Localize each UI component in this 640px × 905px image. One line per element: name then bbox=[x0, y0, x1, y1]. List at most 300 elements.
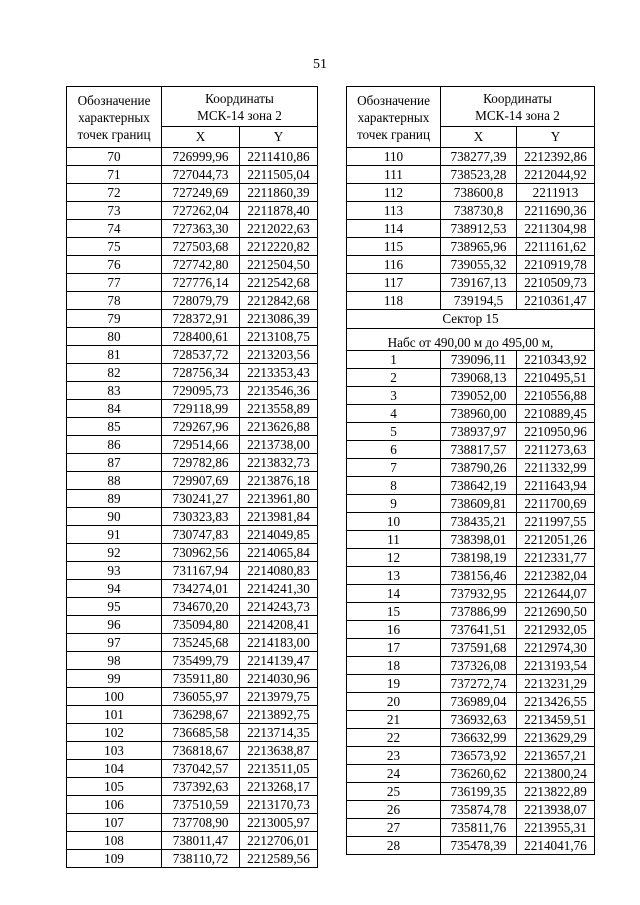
x-coordinate-cell: 735478,39 bbox=[441, 837, 517, 855]
y-coordinate-cell: 2212644,07 bbox=[517, 585, 595, 603]
y-coordinate-cell: 2213979,75 bbox=[240, 688, 318, 706]
x-coordinate-cell: 727044,73 bbox=[162, 166, 240, 184]
table-row bbox=[347, 405, 595, 423]
table-row bbox=[347, 369, 595, 387]
table-row bbox=[67, 616, 318, 634]
sector-note: Набс от 490,00 м до 495,00 м, bbox=[347, 329, 595, 351]
point-number-cell: 82 bbox=[67, 364, 162, 382]
x-coordinate-cell: 738960,00 bbox=[441, 405, 517, 423]
table-row bbox=[67, 634, 318, 652]
x-coordinate-cell: 737510,59 bbox=[162, 796, 240, 814]
x-coordinate-cell: 730323,83 bbox=[162, 508, 240, 526]
table-row bbox=[347, 292, 595, 310]
table-row bbox=[67, 436, 318, 454]
point-number-cell: 87 bbox=[67, 454, 162, 472]
designation-header bbox=[67, 87, 162, 148]
point-number-cell: 105 bbox=[67, 778, 162, 796]
table-row bbox=[67, 148, 318, 166]
y-coordinate-cell: 2212690,50 bbox=[517, 603, 595, 621]
y-coordinate-cell: 2212504,50 bbox=[240, 256, 318, 274]
table-row bbox=[67, 346, 318, 364]
x-coordinate-cell: 736260,62 bbox=[441, 765, 517, 783]
y-coordinate-cell: 2211304,98 bbox=[517, 220, 595, 238]
table-row bbox=[347, 351, 595, 369]
table-row bbox=[67, 418, 318, 436]
point-number-cell: 117 bbox=[347, 274, 441, 292]
x-coordinate-cell: 735499,79 bbox=[162, 652, 240, 670]
point-number-cell: 113 bbox=[347, 202, 441, 220]
point-number-cell: 97 bbox=[67, 634, 162, 652]
y-coordinate-cell: 2213738,00 bbox=[240, 436, 318, 454]
x-coordinate-cell: 729907,69 bbox=[162, 472, 240, 490]
sector-section bbox=[347, 310, 595, 351]
point-number-cell: 93 bbox=[67, 562, 162, 580]
x-coordinate-cell: 737932,95 bbox=[441, 585, 517, 603]
table-row bbox=[347, 783, 595, 801]
y-coordinate-cell: 2211161,62 bbox=[517, 238, 595, 256]
x-coordinate-cell: 739068,13 bbox=[441, 369, 517, 387]
table-row bbox=[347, 387, 595, 405]
x-coordinate-cell: 736573,92 bbox=[441, 747, 517, 765]
y-coordinate-cell: 2213108,75 bbox=[240, 328, 318, 346]
x-coordinate-cell: 729267,96 bbox=[162, 418, 240, 436]
x-coordinate-cell: 738730,8 bbox=[441, 202, 517, 220]
designation-line: Обозначение bbox=[357, 92, 430, 108]
point-number-cell: 88 bbox=[67, 472, 162, 490]
x-coordinate-cell: 736199,35 bbox=[441, 783, 517, 801]
y-coordinate-cell: 2213558,89 bbox=[240, 400, 318, 418]
sector-title: Сектор 15 bbox=[347, 310, 595, 329]
y-coordinate-cell: 2210495,51 bbox=[517, 369, 595, 387]
designation-header bbox=[347, 87, 441, 148]
point-number-cell: 90 bbox=[67, 508, 162, 526]
point-number-cell: 21 bbox=[347, 711, 441, 729]
x-coordinate-cell: 738011,47 bbox=[162, 832, 240, 850]
point-number-cell: 109 bbox=[67, 850, 162, 868]
table-row bbox=[67, 328, 318, 346]
table-row bbox=[67, 166, 318, 184]
x-coordinate-cell: 728079,79 bbox=[162, 292, 240, 310]
x-coordinate-cell: 735911,80 bbox=[162, 670, 240, 688]
y-coordinate-cell: 2214183,00 bbox=[240, 634, 318, 652]
x-coordinate-cell: 736818,67 bbox=[162, 742, 240, 760]
x-coordinate-cell: 739052,00 bbox=[441, 387, 517, 405]
point-number-cell: 23 bbox=[347, 747, 441, 765]
coordinates-line: МСК-14 зона 2 bbox=[197, 107, 282, 123]
point-number-cell: 111 bbox=[347, 166, 441, 184]
point-number-cell: 14 bbox=[347, 585, 441, 603]
point-number-cell: 76 bbox=[67, 256, 162, 274]
y-coordinate-cell: 2213626,88 bbox=[240, 418, 318, 436]
x-coordinate-cell: 736685,58 bbox=[162, 724, 240, 742]
x-header: X bbox=[162, 127, 240, 148]
table-row bbox=[67, 724, 318, 742]
x-coordinate-cell: 734670,20 bbox=[162, 598, 240, 616]
table-row bbox=[67, 454, 318, 472]
x-coordinate-cell: 736632,99 bbox=[441, 729, 517, 747]
table-row bbox=[347, 531, 595, 549]
y-coordinate-cell: 2212589,56 bbox=[240, 850, 318, 868]
x-header: X bbox=[441, 127, 517, 148]
x-coordinate-cell: 735094,80 bbox=[162, 616, 240, 634]
point-number-cell: 103 bbox=[67, 742, 162, 760]
point-number-cell: 106 bbox=[67, 796, 162, 814]
y-coordinate-cell: 2212044,92 bbox=[517, 166, 595, 184]
designation-line: характерных bbox=[357, 109, 430, 125]
y-coordinate-cell: 2213170,73 bbox=[240, 796, 318, 814]
coordinates-header bbox=[162, 87, 318, 127]
x-coordinate-cell: 730241,27 bbox=[162, 490, 240, 508]
x-coordinate-cell: 738937,97 bbox=[441, 423, 517, 441]
y-coordinate-cell: 2214030,96 bbox=[240, 670, 318, 688]
y-coordinate-cell: 2211700,69 bbox=[517, 495, 595, 513]
table-row bbox=[347, 202, 595, 220]
y-coordinate-cell: 2213353,43 bbox=[240, 364, 318, 382]
table-row bbox=[347, 585, 595, 603]
y-coordinate-cell: 2211913 bbox=[517, 184, 595, 202]
point-number-cell: 77 bbox=[67, 274, 162, 292]
y-coordinate-cell: 2213193,54 bbox=[517, 657, 595, 675]
y-coordinate-cell: 2213938,07 bbox=[517, 801, 595, 819]
point-number-cell: 28 bbox=[347, 837, 441, 855]
y-coordinate-cell: 2211273,63 bbox=[517, 441, 595, 459]
point-number-cell: 81 bbox=[67, 346, 162, 364]
x-coordinate-cell: 739055,32 bbox=[441, 256, 517, 274]
y-coordinate-cell: 2213629,29 bbox=[517, 729, 595, 747]
coordinates-line: МСК-14 зона 2 bbox=[475, 107, 560, 123]
x-coordinate-cell: 729118,99 bbox=[162, 400, 240, 418]
y-coordinate-cell: 2214139,47 bbox=[240, 652, 318, 670]
table-row bbox=[347, 657, 595, 675]
point-number-cell: 80 bbox=[67, 328, 162, 346]
y-coordinate-cell: 2212382,04 bbox=[517, 567, 595, 585]
x-coordinate-cell: 727776,14 bbox=[162, 274, 240, 292]
y-coordinate-cell: 2214049,85 bbox=[240, 526, 318, 544]
table-row bbox=[67, 544, 318, 562]
y-coordinate-cell: 2212706,01 bbox=[240, 832, 318, 850]
point-number-cell: 70 bbox=[67, 148, 162, 166]
y-coordinate-cell: 2210889,45 bbox=[517, 405, 595, 423]
table-row bbox=[347, 711, 595, 729]
table-row bbox=[347, 765, 595, 783]
x-coordinate-cell: 738398,01 bbox=[441, 531, 517, 549]
x-coordinate-cell: 728756,34 bbox=[162, 364, 240, 382]
table-row bbox=[347, 639, 595, 657]
y-coordinate-cell: 2212220,82 bbox=[240, 238, 318, 256]
point-number-cell: 118 bbox=[347, 292, 441, 310]
point-number-cell: 25 bbox=[347, 783, 441, 801]
point-number-cell: 75 bbox=[67, 238, 162, 256]
y-coordinate-cell: 2210950,96 bbox=[517, 423, 595, 441]
point-number-cell: 86 bbox=[67, 436, 162, 454]
table-row bbox=[67, 292, 318, 310]
y-coordinate-cell: 2214065,84 bbox=[240, 544, 318, 562]
x-coordinate-cell: 738435,21 bbox=[441, 513, 517, 531]
point-number-cell: 99 bbox=[67, 670, 162, 688]
table-row bbox=[67, 508, 318, 526]
table-row bbox=[67, 778, 318, 796]
y-coordinate-cell: 2210919,78 bbox=[517, 256, 595, 274]
y-coordinate-cell: 2213005,97 bbox=[240, 814, 318, 832]
point-number-cell: 85 bbox=[67, 418, 162, 436]
table-row bbox=[67, 850, 318, 868]
table-row bbox=[347, 166, 595, 184]
point-number-cell: 4 bbox=[347, 405, 441, 423]
x-coordinate-cell: 738110,72 bbox=[162, 850, 240, 868]
y-coordinate-cell: 2213511,05 bbox=[240, 760, 318, 778]
x-coordinate-cell: 739167,13 bbox=[441, 274, 517, 292]
y-coordinate-cell: 2213714,35 bbox=[240, 724, 318, 742]
x-coordinate-cell: 735811,76 bbox=[441, 819, 517, 837]
y-coordinate-cell: 2210343,92 bbox=[517, 351, 595, 369]
y-coordinate-cell: 2212022,63 bbox=[240, 220, 318, 238]
table-row bbox=[67, 364, 318, 382]
y-coordinate-cell: 2213981,84 bbox=[240, 508, 318, 526]
point-number-cell: 78 bbox=[67, 292, 162, 310]
y-coordinate-cell: 2213955,31 bbox=[517, 819, 595, 837]
point-number-cell: 13 bbox=[347, 567, 441, 585]
table-row bbox=[347, 837, 595, 855]
table-row bbox=[347, 621, 595, 639]
point-number-cell: 102 bbox=[67, 724, 162, 742]
y-coordinate-cell: 2211860,39 bbox=[240, 184, 318, 202]
x-coordinate-cell: 736298,67 bbox=[162, 706, 240, 724]
table-row bbox=[67, 580, 318, 598]
table-row bbox=[67, 400, 318, 418]
table-row bbox=[347, 423, 595, 441]
table-row bbox=[67, 652, 318, 670]
point-number-cell: 79 bbox=[67, 310, 162, 328]
y-coordinate-cell: 2213832,73 bbox=[240, 454, 318, 472]
point-number-cell: 27 bbox=[347, 819, 441, 837]
point-number-cell: 15 bbox=[347, 603, 441, 621]
table-row bbox=[347, 148, 595, 166]
x-coordinate-cell: 728537,72 bbox=[162, 346, 240, 364]
x-coordinate-cell: 727363,30 bbox=[162, 220, 240, 238]
point-number-cell: 1 bbox=[347, 351, 441, 369]
y-coordinate-cell: 2214080,83 bbox=[240, 562, 318, 580]
point-number-cell: 95 bbox=[67, 598, 162, 616]
table-body bbox=[347, 351, 595, 855]
point-number-cell: 107 bbox=[67, 814, 162, 832]
x-coordinate-cell: 728400,61 bbox=[162, 328, 240, 346]
y-coordinate-cell: 2212974,30 bbox=[517, 639, 595, 657]
y-coordinate-cell: 2212392,86 bbox=[517, 148, 595, 166]
point-number-cell: 20 bbox=[347, 693, 441, 711]
table-row bbox=[347, 256, 595, 274]
y-coordinate-cell: 2213657,21 bbox=[517, 747, 595, 765]
designation-line: характерных bbox=[78, 109, 150, 125]
point-number-cell: 71 bbox=[67, 166, 162, 184]
point-number-cell: 91 bbox=[67, 526, 162, 544]
table-row bbox=[67, 598, 318, 616]
table-row bbox=[347, 238, 595, 256]
point-number-cell: 116 bbox=[347, 256, 441, 274]
y-coordinate-cell: 2212051,26 bbox=[517, 531, 595, 549]
designation-line: точек границ bbox=[77, 126, 151, 142]
point-number-cell: 2 bbox=[347, 369, 441, 387]
y-coordinate-cell: 2213546,36 bbox=[240, 382, 318, 400]
point-number-cell: 98 bbox=[67, 652, 162, 670]
table-row bbox=[347, 459, 595, 477]
x-coordinate-cell: 738642,19 bbox=[441, 477, 517, 495]
y-coordinate-cell: 2212542,68 bbox=[240, 274, 318, 292]
y-coordinate-cell: 2213203,56 bbox=[240, 346, 318, 364]
x-coordinate-cell: 737326,08 bbox=[441, 657, 517, 675]
x-coordinate-cell: 739096,11 bbox=[441, 351, 517, 369]
x-coordinate-cell: 736055,97 bbox=[162, 688, 240, 706]
table-body bbox=[67, 148, 318, 868]
table-row bbox=[67, 238, 318, 256]
y-coordinate-cell: 2211643,94 bbox=[517, 477, 595, 495]
table-row bbox=[347, 567, 595, 585]
point-number-cell: 12 bbox=[347, 549, 441, 567]
point-number-cell: 73 bbox=[67, 202, 162, 220]
x-coordinate-cell: 738965,96 bbox=[441, 238, 517, 256]
point-number-cell: 96 bbox=[67, 616, 162, 634]
x-coordinate-cell: 729514,66 bbox=[162, 436, 240, 454]
point-number-cell: 84 bbox=[67, 400, 162, 418]
y-coordinate-cell: 2214243,73 bbox=[240, 598, 318, 616]
table-row bbox=[67, 796, 318, 814]
table-row bbox=[67, 706, 318, 724]
point-number-cell: 101 bbox=[67, 706, 162, 724]
point-number-cell: 100 bbox=[67, 688, 162, 706]
point-number-cell: 115 bbox=[347, 238, 441, 256]
table-row bbox=[67, 310, 318, 328]
table-row bbox=[67, 184, 318, 202]
table-row bbox=[67, 760, 318, 778]
table-row bbox=[67, 688, 318, 706]
y-coordinate-cell: 2213086,39 bbox=[240, 310, 318, 328]
table-row bbox=[67, 562, 318, 580]
table-row bbox=[347, 184, 595, 202]
table-row bbox=[67, 670, 318, 688]
table-body bbox=[347, 148, 595, 310]
table-row bbox=[347, 819, 595, 837]
coordinates-table-left bbox=[66, 86, 318, 868]
table-row bbox=[67, 832, 318, 850]
x-coordinate-cell: 737708,90 bbox=[162, 814, 240, 832]
y-coordinate-cell: 2212331,77 bbox=[517, 549, 595, 567]
y-coordinate-cell: 2212842,68 bbox=[240, 292, 318, 310]
y-coordinate-cell: 2213426,55 bbox=[517, 693, 595, 711]
y-coordinate-cell: 2211505,04 bbox=[240, 166, 318, 184]
table-row bbox=[67, 202, 318, 220]
x-coordinate-cell: 737042,57 bbox=[162, 760, 240, 778]
y-coordinate-cell: 2211997,55 bbox=[517, 513, 595, 531]
table-row bbox=[347, 675, 595, 693]
y-coordinate-cell: 2211410,86 bbox=[240, 148, 318, 166]
table-row bbox=[347, 495, 595, 513]
x-coordinate-cell: 729095,73 bbox=[162, 382, 240, 400]
x-coordinate-cell: 738790,26 bbox=[441, 459, 517, 477]
x-coordinate-cell: 737886,99 bbox=[441, 603, 517, 621]
table-row bbox=[67, 472, 318, 490]
point-number-cell: 17 bbox=[347, 639, 441, 657]
table-row bbox=[347, 693, 595, 711]
designation-line: точек границ bbox=[356, 126, 431, 142]
x-coordinate-cell: 738198,19 bbox=[441, 549, 517, 567]
table-row bbox=[347, 549, 595, 567]
page-number: 51 bbox=[313, 57, 327, 72]
x-coordinate-cell: 734274,01 bbox=[162, 580, 240, 598]
coordinates-header bbox=[441, 87, 595, 127]
x-coordinate-cell: 731167,94 bbox=[162, 562, 240, 580]
point-number-cell: 22 bbox=[347, 729, 441, 747]
point-number-cell: 18 bbox=[347, 657, 441, 675]
table-row bbox=[67, 742, 318, 760]
y-coordinate-cell: 2211332,99 bbox=[517, 459, 595, 477]
table-row bbox=[67, 490, 318, 508]
table-row bbox=[67, 526, 318, 544]
point-number-cell: 108 bbox=[67, 832, 162, 850]
x-coordinate-cell: 727249,69 bbox=[162, 184, 240, 202]
y-coordinate-cell: 2213459,51 bbox=[517, 711, 595, 729]
point-number-cell: 72 bbox=[67, 184, 162, 202]
point-number-cell: 6 bbox=[347, 441, 441, 459]
point-number-cell: 8 bbox=[347, 477, 441, 495]
y-coordinate-cell: 2210361,47 bbox=[517, 292, 595, 310]
y-coordinate-cell: 2211690,36 bbox=[517, 202, 595, 220]
table-row bbox=[347, 801, 595, 819]
y-header: Y bbox=[517, 127, 595, 148]
x-coordinate-cell: 736932,63 bbox=[441, 711, 517, 729]
table-row bbox=[67, 274, 318, 292]
x-coordinate-cell: 738277,39 bbox=[441, 148, 517, 166]
point-number-cell: 74 bbox=[67, 220, 162, 238]
point-number-cell: 26 bbox=[347, 801, 441, 819]
x-coordinate-cell: 737392,63 bbox=[162, 778, 240, 796]
point-number-cell: 83 bbox=[67, 382, 162, 400]
table-row bbox=[347, 747, 595, 765]
point-number-cell: 92 bbox=[67, 544, 162, 562]
y-coordinate-cell: 2214208,41 bbox=[240, 616, 318, 634]
x-coordinate-cell: 727262,04 bbox=[162, 202, 240, 220]
y-coordinate-cell: 2213268,17 bbox=[240, 778, 318, 796]
table-row bbox=[347, 441, 595, 459]
x-coordinate-cell: 727742,80 bbox=[162, 256, 240, 274]
x-coordinate-cell: 727503,68 bbox=[162, 238, 240, 256]
point-number-cell: 24 bbox=[347, 765, 441, 783]
point-number-cell: 5 bbox=[347, 423, 441, 441]
point-number-cell: 110 bbox=[347, 148, 441, 166]
x-coordinate-cell: 738912,53 bbox=[441, 220, 517, 238]
point-number-cell: 9 bbox=[347, 495, 441, 513]
x-coordinate-cell: 738609,81 bbox=[441, 495, 517, 513]
x-coordinate-cell: 739194,5 bbox=[441, 292, 517, 310]
y-coordinate-cell: 2214241,30 bbox=[240, 580, 318, 598]
x-coordinate-cell: 738156,46 bbox=[441, 567, 517, 585]
y-coordinate-cell: 2213876,18 bbox=[240, 472, 318, 490]
x-coordinate-cell: 735245,68 bbox=[162, 634, 240, 652]
x-coordinate-cell: 737272,74 bbox=[441, 675, 517, 693]
table-row bbox=[67, 220, 318, 238]
x-coordinate-cell: 737641,51 bbox=[441, 621, 517, 639]
x-coordinate-cell: 728372,91 bbox=[162, 310, 240, 328]
y-coordinate-cell: 2213800,24 bbox=[517, 765, 595, 783]
x-coordinate-cell: 738600,8 bbox=[441, 184, 517, 202]
designation-line: Обозначение bbox=[77, 92, 151, 108]
x-coordinate-cell: 736989,04 bbox=[441, 693, 517, 711]
point-number-cell: 10 bbox=[347, 513, 441, 531]
x-coordinate-cell: 730962,56 bbox=[162, 544, 240, 562]
point-number-cell: 16 bbox=[347, 621, 441, 639]
y-coordinate-cell: 2212932,05 bbox=[517, 621, 595, 639]
y-coordinate-cell: 2214041,76 bbox=[517, 837, 595, 855]
table-row bbox=[347, 513, 595, 531]
y-coordinate-cell: 2213231,29 bbox=[517, 675, 595, 693]
